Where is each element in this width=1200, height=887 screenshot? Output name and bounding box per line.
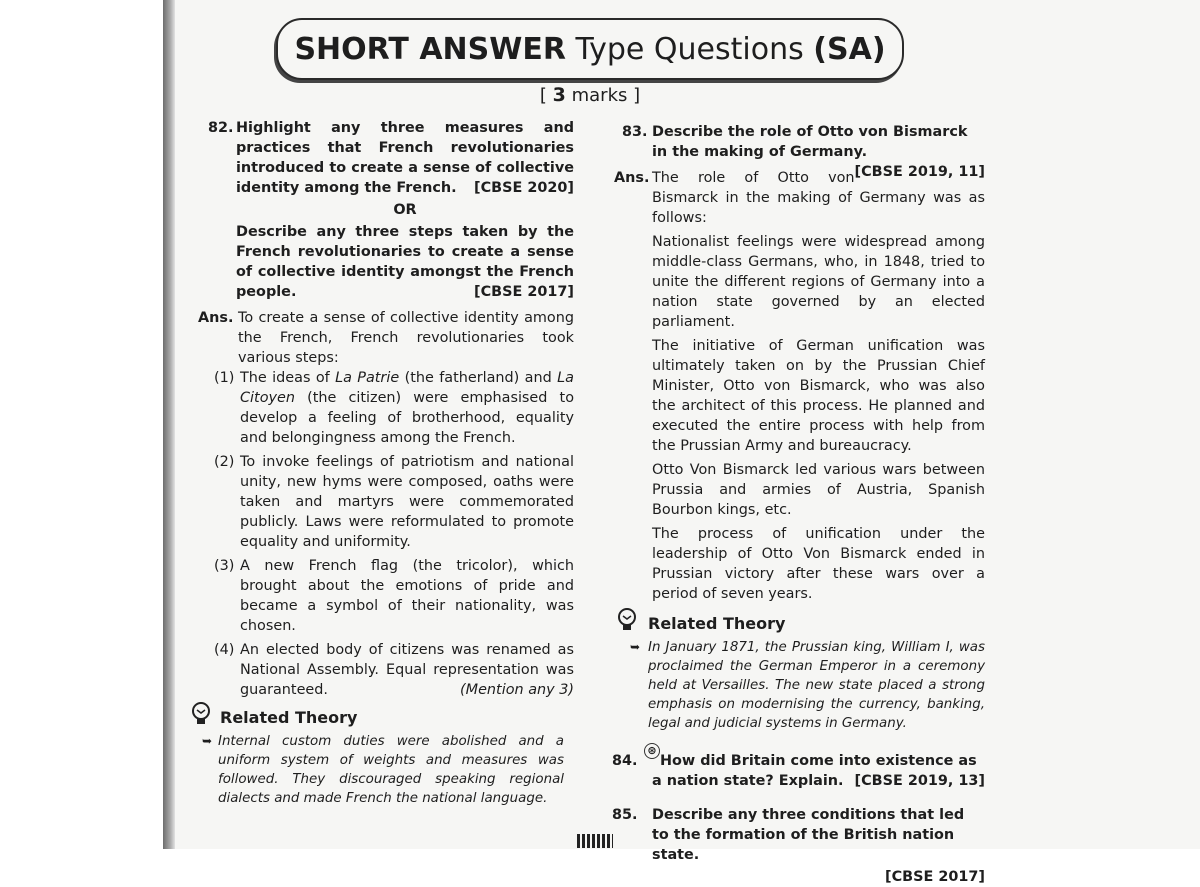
- book-binding-shadow: [163, 0, 175, 849]
- item-number: (4): [214, 642, 235, 658]
- item-text: An elected body of citizens was renamed as National Assembly. Equal representation was guaranteed.: [240, 642, 574, 698]
- title-abbr: (SA): [813, 32, 886, 67]
- section-title-box: [276, 18, 904, 80]
- item-text-part: (the fatherland) and: [399, 370, 558, 386]
- item-text: To invoke feelings of patriotism and national unity, new hyms were composed, oaths were taken and martyrs were commemorated publicly. Laws were reformulated to promote equality and uniformity.: [240, 454, 574, 550]
- related-theory-text: [630, 638, 985, 733]
- question-text: Highlight any three measures and practices that French revolutionaries introduced to create a sense of collective identity among the French.: [236, 120, 574, 196]
- question-number: 85.: [612, 807, 638, 823]
- related-theory-body: Internal custom duties were abolished and a uniform system of weights and measures was followed. They discouraged speaking regional dialects and made French the national language.: [218, 734, 564, 806]
- question-84: [612, 744, 985, 791]
- question-source: [CBSE 2019, 11]: [854, 164, 985, 180]
- question-text: Describe any three steps taken by the French revolutionaries to create a sense of collective identity amongst the French people.: [236, 224, 574, 300]
- question-82-alt: [236, 222, 574, 302]
- question-source: [CBSE 2020]: [474, 180, 574, 196]
- item-number: (3): [214, 558, 235, 574]
- question-85: [612, 805, 985, 887]
- answer-paragraph: The process of unification under the leadership of Otto Von Bismarck ended in Prussian victory after these wars over a period of seven years.: [652, 526, 985, 602]
- answer-paragraph: Otto Von Bismarck led various wars between Prussia and armies of Austria, Spanish Bourbon kings, etc.: [652, 462, 985, 518]
- answer-item: [214, 556, 574, 636]
- question-82: [208, 118, 574, 198]
- item-text: A new French flag (the tricolor), which brought about the emotions of pride and became a symbol of their nationality, was chosen.: [240, 558, 574, 634]
- question-text: How did Britain come into existence as a nation state? Explain.: [652, 753, 977, 789]
- question-text: Describe any three conditions that led to the formation of the British nation state.: [652, 807, 965, 863]
- arrow-icon: ➥: [630, 640, 641, 654]
- related-theory-text: [202, 732, 564, 808]
- item-text-part: The ideas of: [240, 370, 336, 386]
- item-text-part: (the citizen) were emphasised to develop a feeling of brotherhood, equality and belongingness among the French.: [240, 390, 574, 446]
- page-footer-mark: [577, 834, 613, 848]
- answer-item: [214, 640, 574, 700]
- answer-label: Ans.: [198, 310, 234, 326]
- left-column: [198, 118, 574, 808]
- question-number: 83.: [622, 124, 648, 140]
- marks-label: [500, 84, 680, 106]
- question-number: 84.: [612, 753, 638, 769]
- title-bold: SHORT ANSWER: [294, 32, 566, 67]
- question-source: [CBSE 2019, 13]: [854, 773, 985, 789]
- bulb-icon: [616, 608, 638, 632]
- question-number: 82.: [208, 120, 234, 136]
- bulb-icon: [190, 702, 212, 726]
- item-em: La Patrie: [335, 370, 400, 386]
- marks-value: 3: [552, 84, 566, 106]
- question-source: [CBSE 2017]: [474, 284, 574, 300]
- answer-83: [614, 168, 985, 604]
- item-em: La Citoyen: [240, 370, 574, 406]
- question-83: [622, 122, 985, 180]
- related-theory-heading: [220, 708, 574, 728]
- arrow-icon: ➥: [202, 734, 213, 748]
- answer-intro: To create a sense of collective identity among the French, French revolutionaries took various steps:: [238, 310, 574, 366]
- related-theory-title: Related Theory: [648, 614, 786, 633]
- answer-paragraph: The initiative of German unification was ultimately taken on by the Prussian Chief Minister, Otto von Bismarck, who was also the architect of this process. He planned and executed the entire process with help from the Prussian Army and bureaucracy.: [652, 338, 985, 454]
- answer-82: [198, 308, 574, 700]
- answer-label: Ans.: [614, 170, 650, 186]
- question-source: [CBSE 2017]: [885, 869, 985, 885]
- item-text: [240, 368, 574, 448]
- marks-text: marks ]: [571, 85, 641, 106]
- question-text: Describe the role of Otto von Bismarck in the making of Germany.: [652, 124, 968, 160]
- answer-item: [214, 368, 574, 448]
- answer-intro: The role of Otto von Bismarck in the making of Germany was as follows:: [652, 170, 985, 226]
- section-title: [278, 32, 902, 67]
- related-theory-body: In January 1871, the Prussian king, William I, was proclaimed the German Emperor in a ceremony held at Versailles. The new state placed a strong emphasis on modernising the currency, banking, legal and judicial systems in Germany.: [648, 640, 985, 731]
- item-note: (Mention any 3): [460, 682, 574, 698]
- related-theory-heading: [648, 614, 985, 634]
- answer-item: [214, 452, 574, 552]
- title-regular: Type Questions: [575, 32, 804, 67]
- app-marker-icon: ⊛: [644, 743, 660, 759]
- marks-bracket: [: [539, 85, 547, 106]
- or-separator: OR: [393, 202, 417, 218]
- answer-paragraph: Nationalist feelings were widespread among middle-class Germans, who, in 1848, tried to unite the different regions of Germany into a nation state governed by an elected parliament.: [652, 234, 985, 330]
- related-theory-title: Related Theory: [220, 708, 358, 727]
- right-column: [612, 122, 985, 887]
- item-number: (2): [214, 454, 235, 470]
- item-number: (1): [214, 370, 235, 386]
